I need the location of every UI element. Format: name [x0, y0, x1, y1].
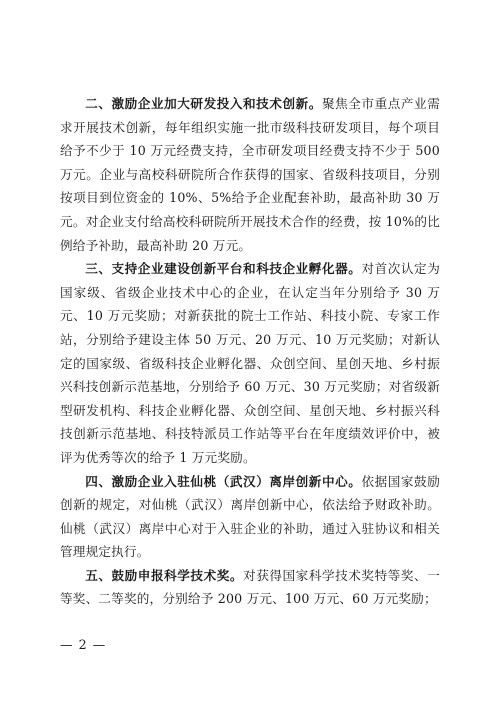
- paragraph-text: 对获得国家科学技术奖特等奖、一等奖、二等奖的，分别给予 200 万元、100 万元、60 万元奖励；: [60, 567, 441, 607]
- paragraph-science-awards: [60, 564, 440, 611]
- section-heading: 二、激励企业加大研发投入和技术创新。: [85, 96, 322, 111]
- paragraph-offshore-center: [60, 470, 440, 564]
- section-heading: 五、鼓励申报科学技术奖。: [85, 567, 244, 583]
- section-heading: 三、支持企业建设创新平台和科技企业孵化器。: [85, 261, 362, 277]
- paragraph-text: 依据国家鼓励创新的规定，对仙桃（武汉）离岸创新中心，依法给予财政补助。仙桃（武汉）离岸中心对于入驻企业的补助，通过入驻协议和相关管理规定执行。: [60, 473, 441, 560]
- paragraph-text: 对首次认定为国家级、省级企业技术中心的企业，在认定当年分别给予 30 万元、10 万元奖励；对新获批的院士工作站、科技小院、专家工作站，分别给予建设主体 50 万元、20 万元、10 万元奖励；对新认定的国家级、省级科技企业孵化器、众创空间、星创天地、乡村振兴科技创新示范基地，分别给予 60 万元、30 万元奖励；对省级新型研发机构、科技企业孵化器、众创空间、星创天地、乡村振兴科技创新示范基地、科技特派员工作站等平台在年度绩效评价中，被评为优秀等次的给予 1 万元奖励。: [60, 261, 441, 465]
- page-number: — 2 —: [60, 637, 107, 652]
- document-body: [60, 92, 440, 611]
- paragraph-text: 聚焦全市重点产业需求开展技术创新，每年组织实施一批市级科技研发项目，每个项目给予不少于 10 万元经费支持，全市研发项目经费支持不少于 500 万元。企业与高校科研院所合作获得的国家、省级科技项目，分别按项目到位资金的 10%、5%给予企业配套补助，最高补助 30 万元。对企业支付给高校科研院所开展技术合作的经费，按 10%的比例给予补助，最高补助 20 万元。: [60, 96, 440, 253]
- paragraph-innovation-platforms: [60, 257, 440, 469]
- paragraph-rd-investment: [60, 92, 440, 257]
- section-heading: 四、激励企业入驻仙桃（武汉）离岸创新中心。: [85, 473, 362, 489]
